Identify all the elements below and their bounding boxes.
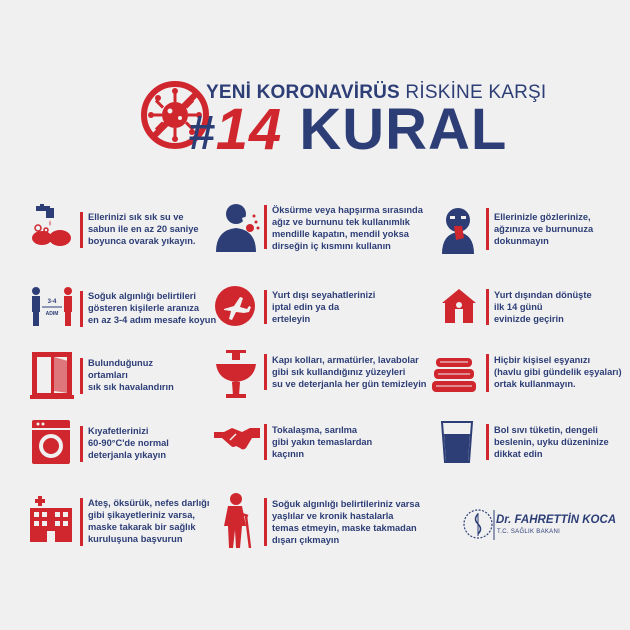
hand-washing-icon	[30, 204, 76, 250]
rule-text: Hiçbir kişisel eşyanızı (havlu gibi gündelik eşyaları) ortak kullanmayın.	[494, 355, 622, 389]
rule-marker	[80, 426, 83, 462]
rule-text: Kıyafetlerinizi 60-90°C'de normal deterjanla yıkayın	[88, 426, 169, 460]
rule-text: Bol sıvı tüketin, dengeli beslenin, uyku düzeninize dikkat edin	[494, 425, 609, 459]
rule-text: Yurt dışı seyahatlerinizi iptal edin ya da erteleyin	[272, 290, 376, 324]
home-quarantine-icon	[440, 287, 478, 325]
rule-text: Öksürme veya hapşırma sırasında ağız ve burnunu tek kullanımlık mendille kapatın, mendil yoksa dirseğin iç kısmını kullanın	[272, 205, 423, 251]
ministry-emblem-icon	[460, 506, 590, 546]
rule-text: Soğuk algınlığı belirtileriniz varsa yaşlılar ve kronik hastalarla temas etmeyin, maske takmadan dışarı çıkmayın	[272, 499, 420, 545]
signature-name: Dr. FAHRETTİN KOCA	[496, 514, 617, 526]
rule-text: Tokalaşma, sarılma gibi yakın temaslardan kaçının	[272, 425, 373, 459]
rule-marker	[264, 290, 267, 324]
hospital-icon	[28, 494, 74, 544]
rule-text: Yurt dışından dönüşte ilk 14 günü evinizde geçirin	[494, 290, 592, 324]
window-icon	[30, 350, 74, 400]
rule-marker	[486, 424, 489, 460]
rule-marker	[264, 354, 267, 390]
rule-marker	[264, 498, 267, 546]
rule-marker	[80, 498, 83, 546]
face-touch-icon	[440, 202, 482, 254]
rule-text: Ellerinizi sık sık su ve sabun ile en az 20 saniye boyunca ovarak yıkayın.	[88, 212, 199, 246]
rule-text: Bulunduğunuz ortamları sık sık havalandırın	[88, 358, 174, 392]
signature-title: T.C. SAĞLIK BAKANI	[497, 529, 561, 535]
header-subtitle: YENİ KORONAVİRÜS RİSKİNE KARŞI	[206, 82, 547, 103]
sink-icon	[214, 348, 258, 398]
handshake-icon	[214, 424, 260, 454]
header-title: #14 KURAL	[188, 97, 508, 162]
rule-text: Soğuk algınlığı belirtileri gösteren kişilerle aranıza en az 3-4 adım mesafe koyun	[88, 291, 217, 325]
rule-marker	[80, 212, 83, 248]
washing-machine-icon	[30, 418, 72, 466]
airplane-icon	[214, 285, 256, 327]
rule-marker	[264, 205, 267, 249]
elderly-icon	[218, 492, 258, 548]
rule-text: Kapı kolları, armatürler, lavabolar gibi sık kullandığınız yüzeyleri su ve deterjanla her gün temizleyin	[272, 355, 427, 389]
water-glass-icon	[440, 420, 474, 464]
rule-marker	[486, 354, 489, 392]
distance-label-bottom: ADIM	[45, 311, 59, 317]
rule-text: Ateş, öksürük, nefes darlığı gibi şikayetleriniz varsa, maske takarak bir sağlık kuruluşuna başvurun	[88, 498, 210, 544]
rule-marker	[264, 424, 267, 460]
coughing-person-icon	[214, 200, 260, 252]
rule-marker	[80, 291, 83, 327]
distance-icon	[30, 283, 76, 329]
towels-icon	[432, 354, 476, 394]
distance-label-top: 3-4	[47, 299, 57, 305]
rule-marker	[486, 289, 489, 325]
rule-marker	[486, 208, 489, 250]
rule-marker	[80, 358, 83, 394]
rule-text: Ellerinizle gözlerinize, ağzınıza ve burnunuza dokunmayın	[494, 212, 594, 246]
